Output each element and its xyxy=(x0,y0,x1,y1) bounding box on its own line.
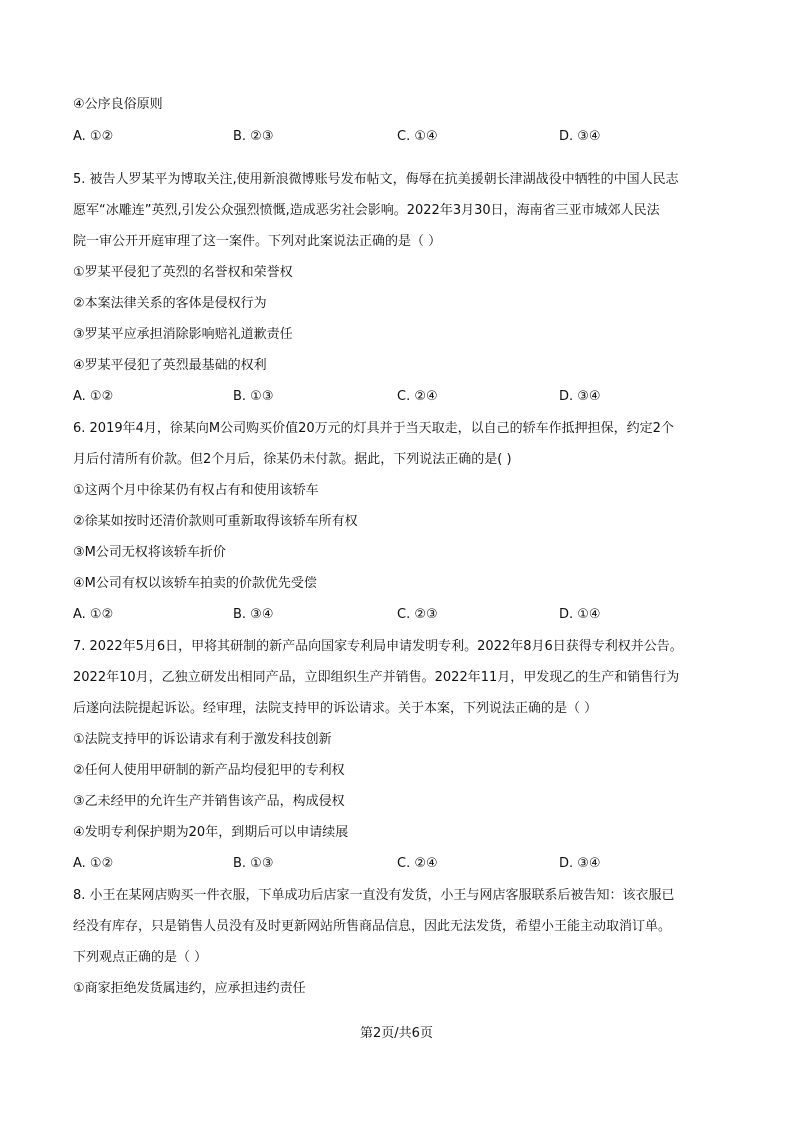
q6-option-a: A. ①② xyxy=(73,607,114,622)
q5-option-d: D. ③④ xyxy=(559,389,601,404)
q7-option-a: A. ①② xyxy=(73,856,114,871)
q7-option-c: C. ②④ xyxy=(397,856,438,871)
q5-option-a: A. ①② xyxy=(73,389,114,404)
q5-option-c: C. ②④ xyxy=(397,389,438,404)
q4-option-c: C. ①④ xyxy=(397,129,438,144)
q5-stem-line-1: 5. 被告人罗某平为博取关注,使用新浪微博账号发布帖文，侮辱在抗美援朝长津湖战役中牺牲的中国人民志 xyxy=(73,172,679,187)
q8-stem-line-2: 经没有库存，只是销售人员没有及时更新网站所售商品信息，因此无法发货，希望小王能主动取消订单。 xyxy=(73,919,672,934)
q6-option-b: B. ③④ xyxy=(233,607,274,622)
q7-statement-1: ①法院支持甲的诉讼请求有利于激发科技创新 xyxy=(73,732,332,747)
q4-option-a: A. ①② xyxy=(73,129,114,144)
q6-options xyxy=(73,606,753,624)
q6-statement-1: ①这两个月中徐某仍有权占有和使用该轿车 xyxy=(73,483,319,498)
q7-stem-line-3: 后遂向法院提起诉讼。经审理，法院支持甲的诉讼请求。关于本案，下列说法正确的是（ ） xyxy=(73,701,598,716)
q8-statement-1: ①商家拒绝发货属违约，应承担违约责任 xyxy=(73,981,306,996)
q5-statement-1: ①罗某平侵犯了英烈的名誉权和荣誉权 xyxy=(73,265,293,280)
q4-options xyxy=(73,128,753,146)
q5-options xyxy=(73,388,753,406)
q5-stem-line-2: 愿军“冰雕连”英烈,引发公众强烈愤慨,造成恶劣社会影响。2022年3月30日，海南省三亚市城郊人民法 xyxy=(73,203,660,218)
q4-option-b: B. ②③ xyxy=(233,129,274,144)
q6-stem-line-1: 6. 2019年4月，徐某向M公司购买价值20万元的灯具并于当天取走，以自己的轿车作抵押担保，约定2个 xyxy=(73,421,674,436)
q5-statement-2: ②本案法律关系的客体是侵权行为 xyxy=(73,296,267,311)
q5-option-b: B. ①③ xyxy=(233,389,274,404)
q4-statement-4: ④公序良俗原则 xyxy=(73,97,163,112)
q7-stem-line-2: 2022年10月，乙独立研发出相同产品，立即组织生产并销售。2022年11月，甲发现乙的生产和销售行为 xyxy=(73,670,680,685)
q7-option-d: D. ③④ xyxy=(559,856,601,871)
q6-option-c: C. ②③ xyxy=(397,607,438,622)
q6-statement-3: ③M公司无权将该轿车折价 xyxy=(73,545,226,560)
q8-stem-line-1: 8. 小王在某网店购买一件衣服，下单成功后店家一直没有发货，小王与网店客服联系后被告知：该衣服已 xyxy=(73,888,675,903)
q7-option-b: B. ①③ xyxy=(233,856,274,871)
q4-option-d: D. ③④ xyxy=(559,129,601,144)
q5-statement-4: ④罗某平侵犯了英烈最基础的权利 xyxy=(73,358,267,373)
q5-stem-line-3: 院一审公开开庭审理了这一案件。下列对此案说法正确的是（ ） xyxy=(73,234,442,249)
q5-statement-3: ③罗某平应承担消除影响赔礼道歉责任 xyxy=(73,327,293,342)
q6-statement-2: ②徐某如按时还清价款则可重新取得该轿车所有权 xyxy=(73,514,358,529)
q7-statement-3: ③乙未经甲的允许生产并销售该产品，构成侵权 xyxy=(73,794,345,809)
q6-option-d: D. ①④ xyxy=(559,607,601,622)
q7-stem-line-1: 7. 2022年5月6日，甲将其研制的新产品向国家专利局申请发明专利。2022年8月6日获得专利权并公告。 xyxy=(73,639,683,654)
page-number-footer: 第2页/共6页 xyxy=(360,1026,433,1041)
q7-statement-2: ②任何人使用甲研制的新产品均侵犯甲的专利权 xyxy=(73,763,345,778)
q6-statement-4: ④M公司有权以该轿车拍卖的价款优先受偿 xyxy=(73,576,317,591)
q7-statement-4: ④发明专利保护期为20年，到期后可以申请续展 xyxy=(73,825,349,840)
q6-stem-line-2: 月后付清所有价款。但2个月后，徐某仍未付款。据此，下列说法正确的是( ) xyxy=(73,452,512,467)
q8-stem-line-3: 下列观点正确的是（ ） xyxy=(73,950,208,965)
q7-options xyxy=(73,855,753,873)
